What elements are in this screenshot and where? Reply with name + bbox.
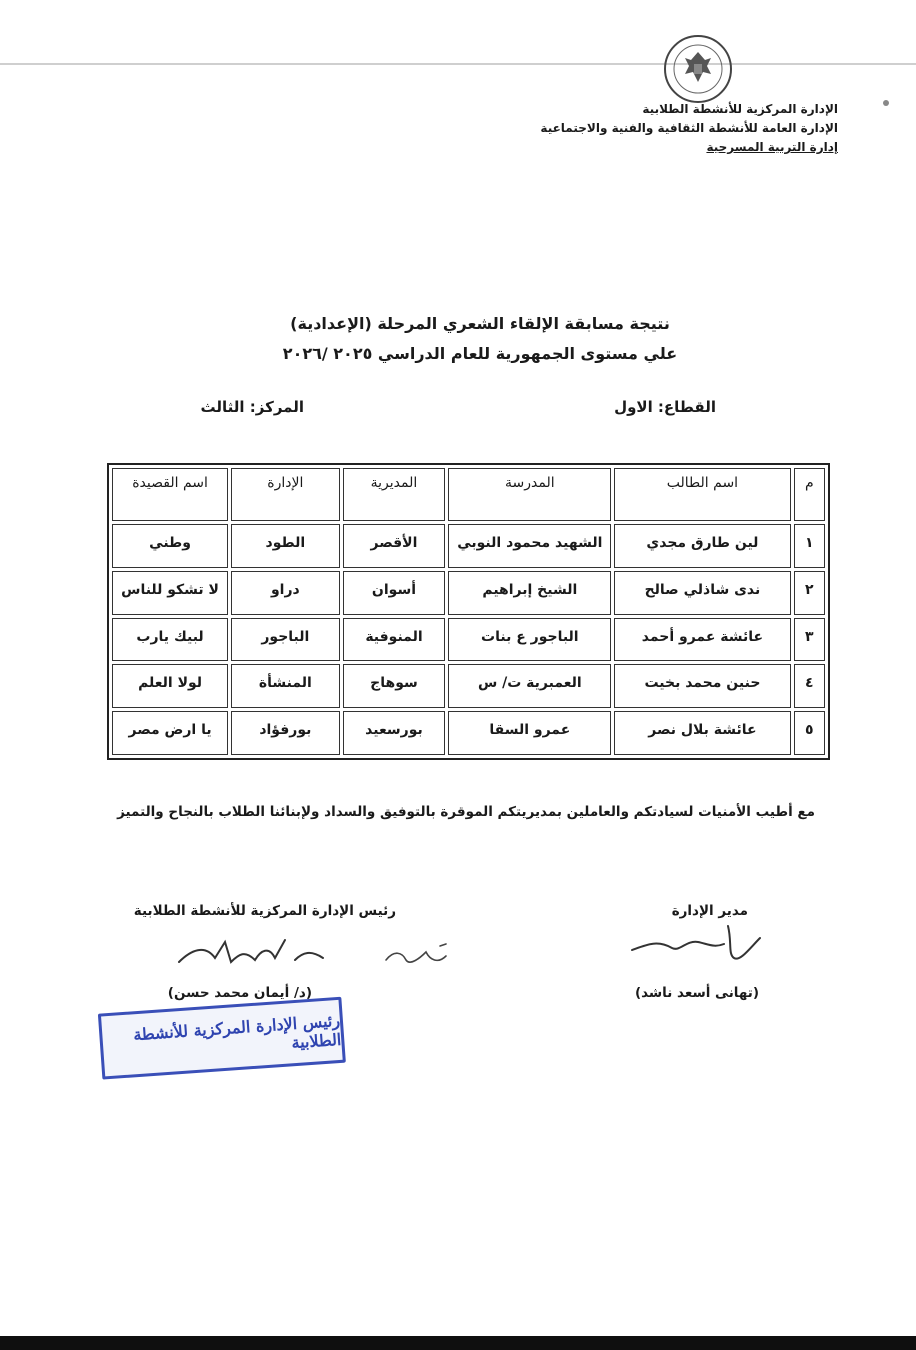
president-name: (د/ أيمان محمد حسن)	[167, 985, 312, 1001]
cell-administration: الطود	[231, 524, 339, 568]
header-student-name: اسم الطالب	[614, 468, 790, 521]
cell-administration: دراو	[231, 571, 339, 615]
cell-poem-name: لا تشكو للناس	[112, 571, 228, 615]
letterhead-line-2: الإدارة العامة للأنشطة الثقافية والفنية والاجتماعية	[540, 121, 838, 135]
cell-student-name: عائشة عمرو أحمد	[614, 618, 790, 662]
cell-student-name: ندى شاذلي صالح	[614, 571, 790, 615]
manager-name: (تهانى أسعد ناشد)	[634, 985, 759, 1001]
bottom-edge-bar	[0, 1336, 916, 1350]
closing-wishes: مع أطيب الأمنيات لسيادتكم والعاملين بمديريتكم الموقرة بالتوفيق والسداد ولإبنائنا الطلاب بالنجاح والتميز	[117, 804, 815, 820]
stamp-frame	[98, 997, 346, 1080]
header-poem-name: اسم القصيدة	[112, 468, 228, 521]
cell-administration: المنشأة	[231, 664, 339, 708]
cell-school: الشيخ إبراهيم	[448, 571, 611, 615]
cell-number: ٤	[794, 664, 825, 708]
cell-administration: بورفؤاد	[231, 711, 339, 755]
header-directorate: المديرية	[343, 468, 446, 521]
cell-number: ٥	[794, 711, 825, 755]
cell-number: ٣	[794, 618, 825, 662]
center-label: المركز: الثالث	[200, 398, 304, 416]
stamp-text: رئيس الإدارة المركزية للأنشطة الطلابية	[132, 1010, 342, 1053]
cell-student-name: عائشة بلال نصر	[614, 711, 790, 755]
table-row	[112, 524, 825, 568]
results-table	[107, 463, 830, 760]
scan-edge-line	[0, 63, 916, 65]
letterhead-line-3: إدارة التربية المسرحية	[706, 140, 838, 154]
cell-number: ١	[794, 524, 825, 568]
table-row	[112, 711, 825, 755]
table-header-row	[112, 468, 825, 521]
table-row	[112, 664, 825, 708]
cell-number: ٢	[794, 571, 825, 615]
cell-school: الشهيد محمود النوبي	[448, 524, 611, 568]
cell-directorate: الأقصر	[343, 524, 446, 568]
scan-dot	[883, 100, 889, 106]
header-administration: الإدارة	[231, 468, 339, 521]
table-row	[112, 618, 825, 662]
cell-directorate: أسوان	[343, 571, 446, 615]
cell-student-name: لين طارق مجدي	[614, 524, 790, 568]
cell-poem-name: يا ارض مصر	[112, 711, 228, 755]
cell-directorate: سوهاج	[343, 664, 446, 708]
cell-directorate: المنوفية	[343, 618, 446, 662]
cell-student-name: حنين محمد بخيت	[614, 664, 790, 708]
approval-initials-icon	[380, 938, 460, 972]
manager-signature-icon	[628, 918, 768, 968]
cell-administration: الباجور	[231, 618, 339, 662]
official-stamp	[98, 996, 350, 1083]
manager-title: مدير الإدارة	[671, 903, 748, 919]
cell-poem-name: لولا العلم	[112, 664, 228, 708]
cell-poem-name: لبيك يارب	[112, 618, 228, 662]
document-title: نتيجة مسابقة الإلقاء الشعري المرحلة (الإعدادية)	[290, 314, 670, 333]
cell-school: العمبرية ت/ س	[448, 664, 611, 708]
header-number: م	[794, 468, 825, 521]
president-title: رئيس الإدارة المركزية للأنشطة الطلابية	[133, 903, 396, 919]
header-school: المدرسة	[448, 468, 611, 521]
cell-poem-name: وطني	[112, 524, 228, 568]
letterhead	[508, 100, 838, 157]
letterhead-line-1: الإدارة المركزية للأنشطة الطلابية	[642, 102, 838, 116]
table-row	[112, 571, 825, 615]
sector-label: القطاع: الاول	[614, 398, 716, 416]
cell-directorate: بورسعيد	[343, 711, 446, 755]
document-subtitle: علي مستوى الجمهورية للعام الدراسي ٢٠٢٥ /٢٠٢٦	[282, 344, 678, 363]
ministry-logo-icon	[663, 34, 733, 104]
president-signature-icon	[175, 932, 335, 974]
cell-school: الباجور ع بنات	[448, 618, 611, 662]
cell-school: عمرو السقا	[448, 711, 611, 755]
